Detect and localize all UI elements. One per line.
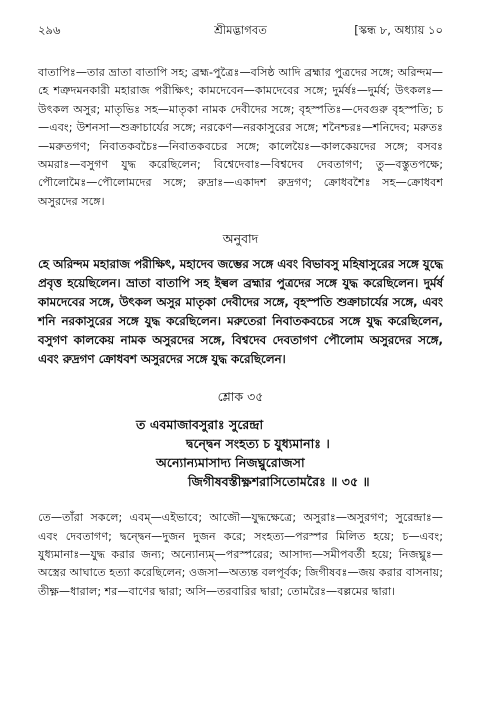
verse-line: অন্যোন্যমাসাদ্য নিজঘ্নুরোজসা [156,455,305,471]
word-gloss-verse-35: তে—তাঁরা সকলে; এবম্—এইভাবে; আজৌ—যুদ্ধক্ষেত্রে; অসুরাঃ—অসুরগণ; সুরেন্দ্রাঃ—এবং দেবতাগণ; দ্বন্দ্বেন—দুজন দুজন করে; সংহত্য—পরস্পর মিলিত হয়ে; চ—এবং; যুধ্যমানাঃ—যুদ্ধ করার জন্য; অন্যোন্যম্—পরস্পরের; আসাদ্য—সমীপবর্তী হয়ে; নিজঘ্নুঃ—অস্ত্রের আঘাতে হত্যা করেছিলেন; ওজসা—অত্যন্ত বলপূর্বক; জিগীষবঃ—জয় করার বাসনায়; তীক্ষ্ণ—ধারাল; শর—বাণের দ্বারা; অসি—তরবারির দ্বারা; তোমরৈঃ—বল্লমের দ্বারা। [38,511,443,598]
book-title: শ্রীমদ্ভাগবত [214,23,267,37]
verse-number: শ্লোক ৩৫ [217,389,264,405]
section-reference: [স্কন্ধ ৮, অধ্যায় ১০ [354,23,443,37]
translation-heading: অনুবাদ [222,231,259,247]
word-gloss-previous-verse: বাতাপিঃ—তার ভ্রাতা বাতাপি সহ; ব্রহ্ম-পুত্রৈঃ—বসিষ্ঠ আদি ব্রহ্মার পুত্রদের সঙ্গে; অরিন্দম—হে শত্রুদমনকারী মহারাজ পরীক্ষিৎ; কামদেবেন—কামদেবের সঙ্গে; দুর্মর্ষঃ—দুর্মর্ষ; উৎকলঃ—উৎকল অসুর; মাতৃভিঃ সহ—মাতৃকা নামক দেবীদের সঙ্গে; বৃহস্পতিঃ—দেবগুরু বৃহস্পতি; চ—এবং; উশনসা—শুক্রাচার্যের সঙ্গে; নরকেণ—নরকাসুরের সঙ্গে; শনৈশ্চরঃ—শনিদেব; মরুতঃ—মরুতগণ; নিবাতকবচৈঃ—নিবাতকবচের সঙ্গে; কালেয়ৈঃ—কালকেয়দের সঙ্গে; বসবঃ অমরাঃ—বসুগণ যুদ্ধ করেছিলেন; বিশ্বেদেবাঃ—বিশ্বদেব দেবতাগণ; তু—বস্তুতপক্ষে; পৌলোমৈঃ—পৌলোমদের সঙ্গে; রুদ্রাঃ—একাদশ রুদ্রগণ; ক্রোধবশৈঃ সহ—ক্রোধবশ অসুরদের সঙ্গে। [38,66,443,208]
translation-text: হে অরিন্দম মহারাজ পরীক্ষিৎ, মহাদেব জম্ভের সঙ্গে এবং বিভাবসু মহিষাসুরের সঙ্গে যুদ্ধে প্রবৃত্ত হয়েছিলেন। ভ্রাতা বাতাপি সহ ইল্বল ব্রহ্মার পুত্রদের সঙ্গে যুদ্ধ করেছিলেন। দুর্মর্ষ কামদেবের সঙ্গে, উৎকল অসুর মাতৃকা দেবীদের সঙ্গে, বৃহস্পতি শুক্রাচার্যের সঙ্গে, এবং শনি নরকাসুরের সঙ্গে যুদ্ধ করেছিলেন। মরুতেরা নিবাতকবচের সঙ্গে যুদ্ধ করেছিলেন, বসুগণ কালকেয় নামক অসুরদের সঙ্গে, বিশ্বদেব দেবতাগণ পৌলোম অসুরদের সঙ্গে, এবং রুদ্রগণ ক্রোধবশ অসুরদের সঙ্গে যুদ্ধ করেছিলেন। [38,257,443,367]
page-number: ২৯৬ [38,23,61,37]
verse-line: জিগীষবস্তীক্ষ্ণশরাসিতোমরৈঃ ॥ ৩৫ ॥ [188,474,370,490]
page-header [38,22,443,42]
verse-line: ত এবমাজাবসুরাঃ সুরেন্দ্রা [136,417,264,433]
sanskrit-verse [38,415,443,491]
verse-line: দ্বন্দ্বেন সংহত্য চ যুধ্যমানাঃ । [186,436,330,452]
